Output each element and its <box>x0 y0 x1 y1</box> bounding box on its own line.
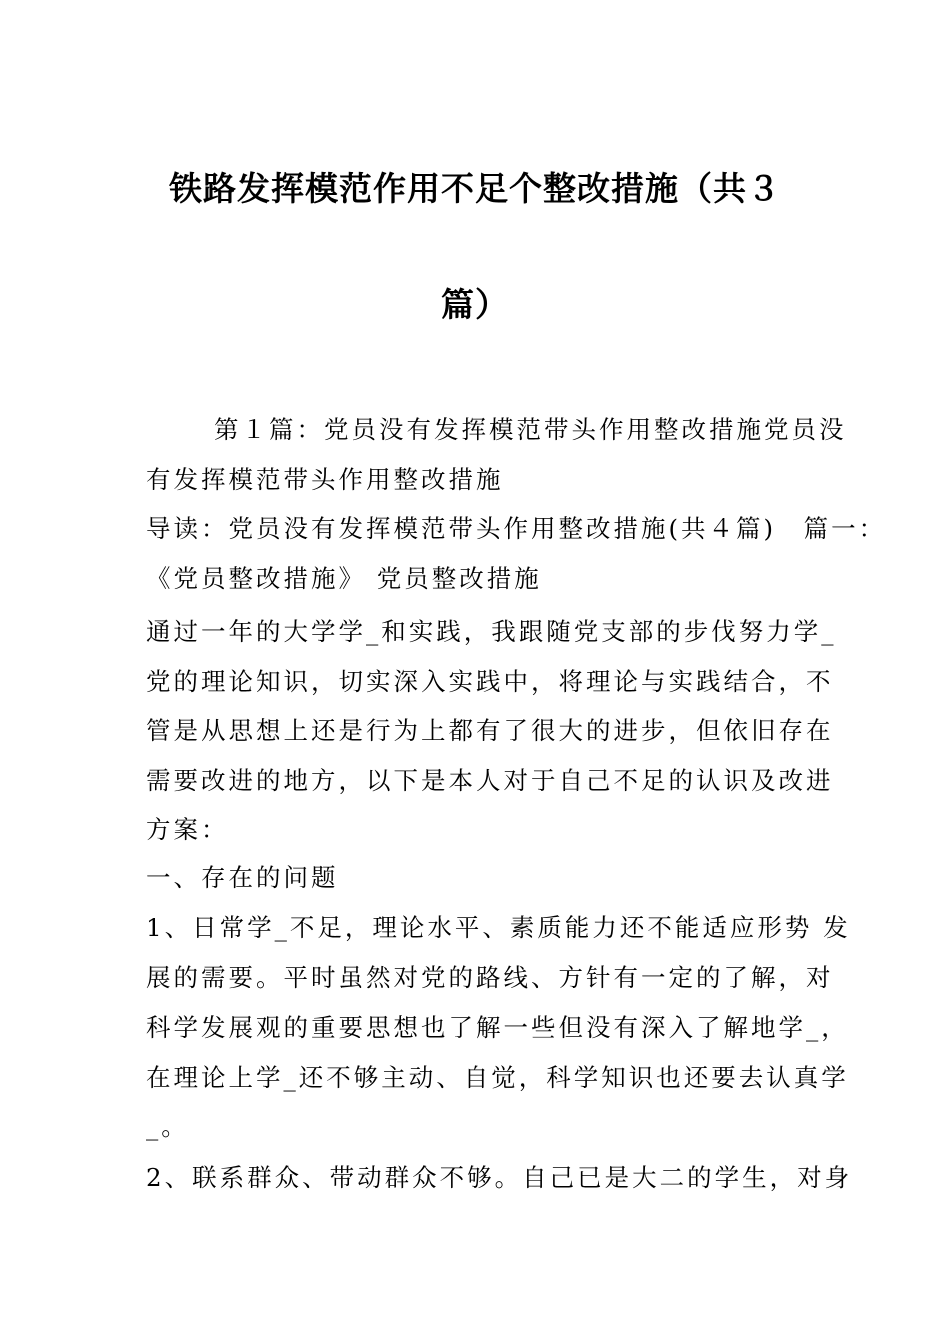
document-title-line-2: 篇） <box>441 285 509 324</box>
paragraph-line: 《党员整改措施》 党员整改措施 <box>146 564 542 593</box>
paragraph-line: 展的需要。平时虽然对党的路线、方针有一定的了解，对 <box>146 963 834 992</box>
paragraph-line: 在理论上学_还不够主动、自觉，科学知识也还要去认真学 <box>146 1063 849 1092</box>
paragraph-line: 有发挥模范带头作用整改措施 <box>146 465 504 494</box>
paragraph-line: 2、联系群众、带动群众不够。自己已是大二的学生，对身 <box>146 1163 853 1192</box>
paragraph-line: 1、日常学_不足，理论水平、素质能力还不能适应形势 发 <box>146 913 851 942</box>
document-title-line-1: 铁路发挥模范作用不足个整改措施（共３ <box>169 169 781 208</box>
paragraph-line: 科学发展观的重要思想也了解一些但没有深入了解地学_， <box>146 1013 849 1042</box>
section-heading: 一、存在的问题 <box>146 863 339 892</box>
paragraph-line: 需要改进的地方，以下是本人对于自己不足的认识及改进 <box>146 766 834 795</box>
paragraph-line: 方案： <box>146 815 229 844</box>
paragraph-line: 管是从思想上还是行为上都有了很大的进步，但依旧存在 <box>146 716 834 745</box>
paragraph-line: 导读：党员没有发挥模范带头作用整改措施(共４篇) 篇一： <box>146 514 887 543</box>
paragraph-line: _。 <box>146 1112 189 1141</box>
paragraph-line: 第１篇：党员没有发挥模范带头作用整改措施党员没 <box>214 415 847 444</box>
paragraph-line: 党的理论知识，切实深入实践中，将理论与实践结合，不 <box>146 667 834 696</box>
paragraph-line: 通过一年的大学学_和实践，我跟随党支部的步伐努力学_ <box>146 617 837 646</box>
